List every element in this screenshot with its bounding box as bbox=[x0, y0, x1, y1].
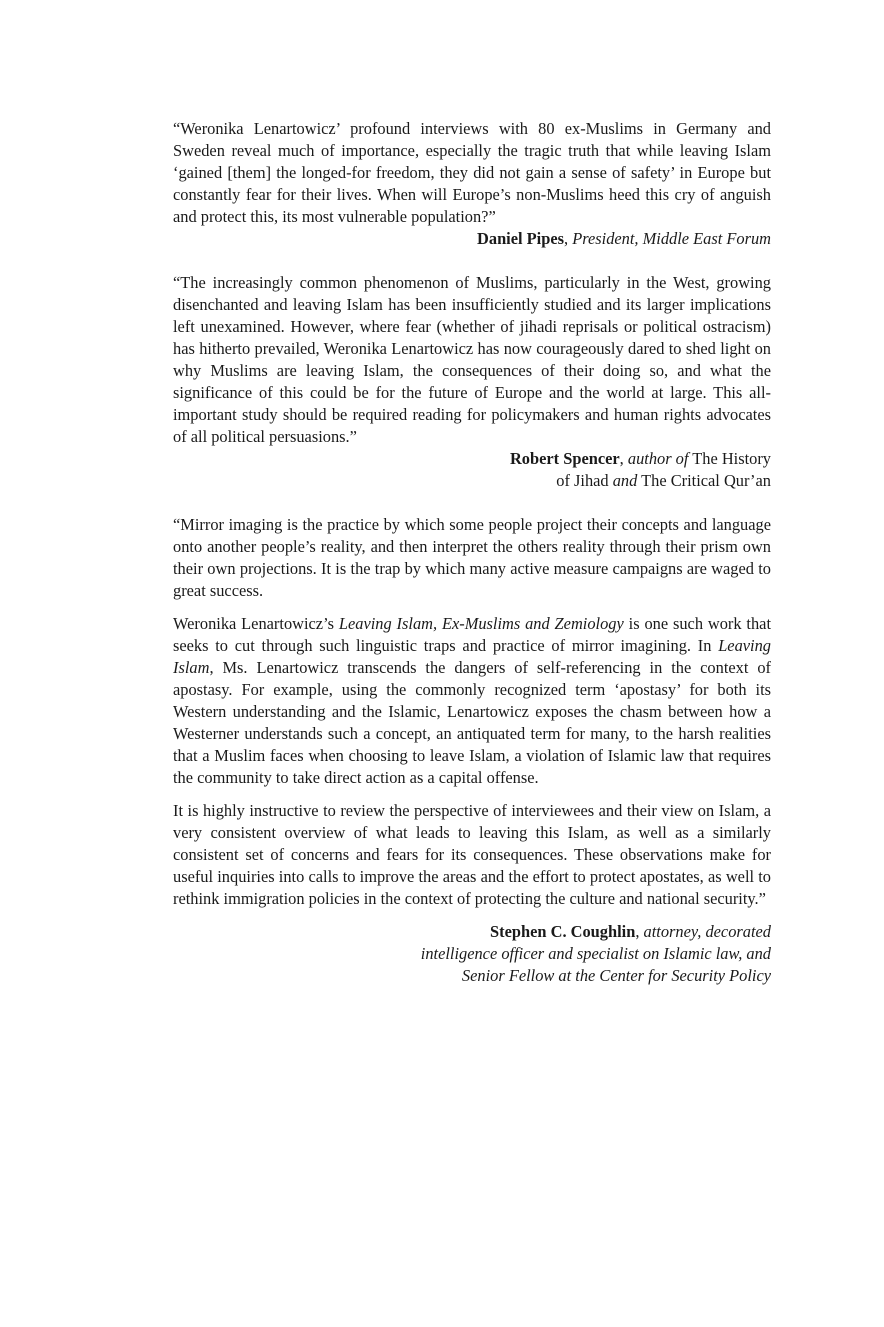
endorsement-robert-spencer bbox=[173, 272, 771, 492]
endorsement-quote-paragraph-1: “Mirror imaging is the practice by which some people project their concepts and language onto another people’s reality, and then interpret the others reality through their prism own their own projections. It is the trap by which many active measure campaigns are waged to great success. bbox=[173, 515, 771, 600]
attribution-separator: , bbox=[619, 449, 628, 468]
book-title-history-of-jihad-part2: of Jihad bbox=[556, 471, 613, 490]
endorsement-daniel-pipes bbox=[173, 118, 771, 250]
endorsement-quote-paragraph-3: It is highly instructive to review the perspective of interviewees and their view on Islam, a very consistent overview of what leads to leaving this Islam, as well as a similarly consistent set of concerns and fears for its consequences. These observations make for useful inquiries into calls to improve the areas and the effort to protect apostates, as well to rethink immigration policies in the context of protecting the culture and national security.” bbox=[173, 801, 771, 908]
endorsement-attribution bbox=[173, 448, 771, 492]
paragraph-text: , Ms. Lenartowicz transcends the dangers of self-referencing in the context of apostasy. For example, using the commonly recognized term ‘apostasy’ for both its Western understanding and the Islamic, Lenartowicz exposes the chasm between how a Westerner understands such a concept, an antiquated term for many, to the harsh realities that a Muslim faces when choosing to leave Islam, a violation of Islamic law that requires the community to take direct action as a capital offense. bbox=[173, 658, 771, 787]
paragraph-text: is one such work that seeks to cut through such linguistic traps and practice of mirror imagining. In bbox=[173, 614, 772, 655]
book-title: Leaving Islam, Ex-Muslims and Zemiology bbox=[338, 614, 624, 633]
endorser-role-line-2: intelligence officer and specialist on Islamic law, and bbox=[420, 944, 771, 963]
endorser-name: Daniel Pipes bbox=[477, 229, 564, 248]
book-title-history-of-jihad-part1: The History bbox=[688, 449, 771, 468]
endorsements-page bbox=[173, 118, 771, 987]
endorsement-attribution bbox=[173, 921, 771, 987]
author-name: Weronika Lenartowicz’s bbox=[173, 614, 335, 633]
endorsement-quote-paragraph-2 bbox=[173, 613, 771, 789]
endorser-name: Robert Spencer bbox=[509, 449, 620, 468]
book-title-critical-quran: The Critical Qur’an bbox=[637, 471, 771, 490]
conjunction-and: and bbox=[612, 471, 638, 490]
endorser-name: Stephen C. Coughlin bbox=[490, 922, 636, 941]
endorser-role: President, Middle East Forum bbox=[572, 229, 771, 248]
endorsement-attribution bbox=[173, 228, 771, 250]
endorsement-stephen-coughlin bbox=[173, 514, 771, 987]
endorser-role: author of bbox=[627, 449, 689, 468]
endorser-role-line-1: attorney, decorated bbox=[643, 922, 771, 941]
attribution-separator: , bbox=[635, 922, 644, 941]
attribution-separator: , bbox=[564, 229, 573, 248]
endorsement-quote: “The increasingly common phenomenon of Muslims, particularly in the West, growing disenchanted and leaving Islam has been insufficiently studied and its larger implications left unexamined. However, where fear (whether of jihadi reprisals or political ostracism) has hitherto prevailed, Weronika Lenartowicz has now courageously dared to shed light on why Muslims are leaving Islam, the consequences of their doing so, and what the significance of this could be for the future of Europe and the world at large. This all-important study should be required reading for policymakers and human rights advocates of all political persuasions.” bbox=[173, 273, 771, 446]
book-title-short: Leaving Islam bbox=[173, 636, 771, 677]
endorser-role-line-3: Senior Fellow at the Center for Security Policy bbox=[461, 966, 771, 985]
endorsement-quote: “Weronika Lenartowicz’ profound interviews with 80 ex-Muslims in Germany and Sweden reveal much of importance, especially the tragic truth that while leaving Islam ‘gained [them] the longed-for freedom, they did not gain a sense of safety’ in Europe but constantly fear for their lives. When will Europe’s non-Muslims heed this cry of anguish and protect this, its most vulnerable population?” bbox=[173, 119, 771, 226]
